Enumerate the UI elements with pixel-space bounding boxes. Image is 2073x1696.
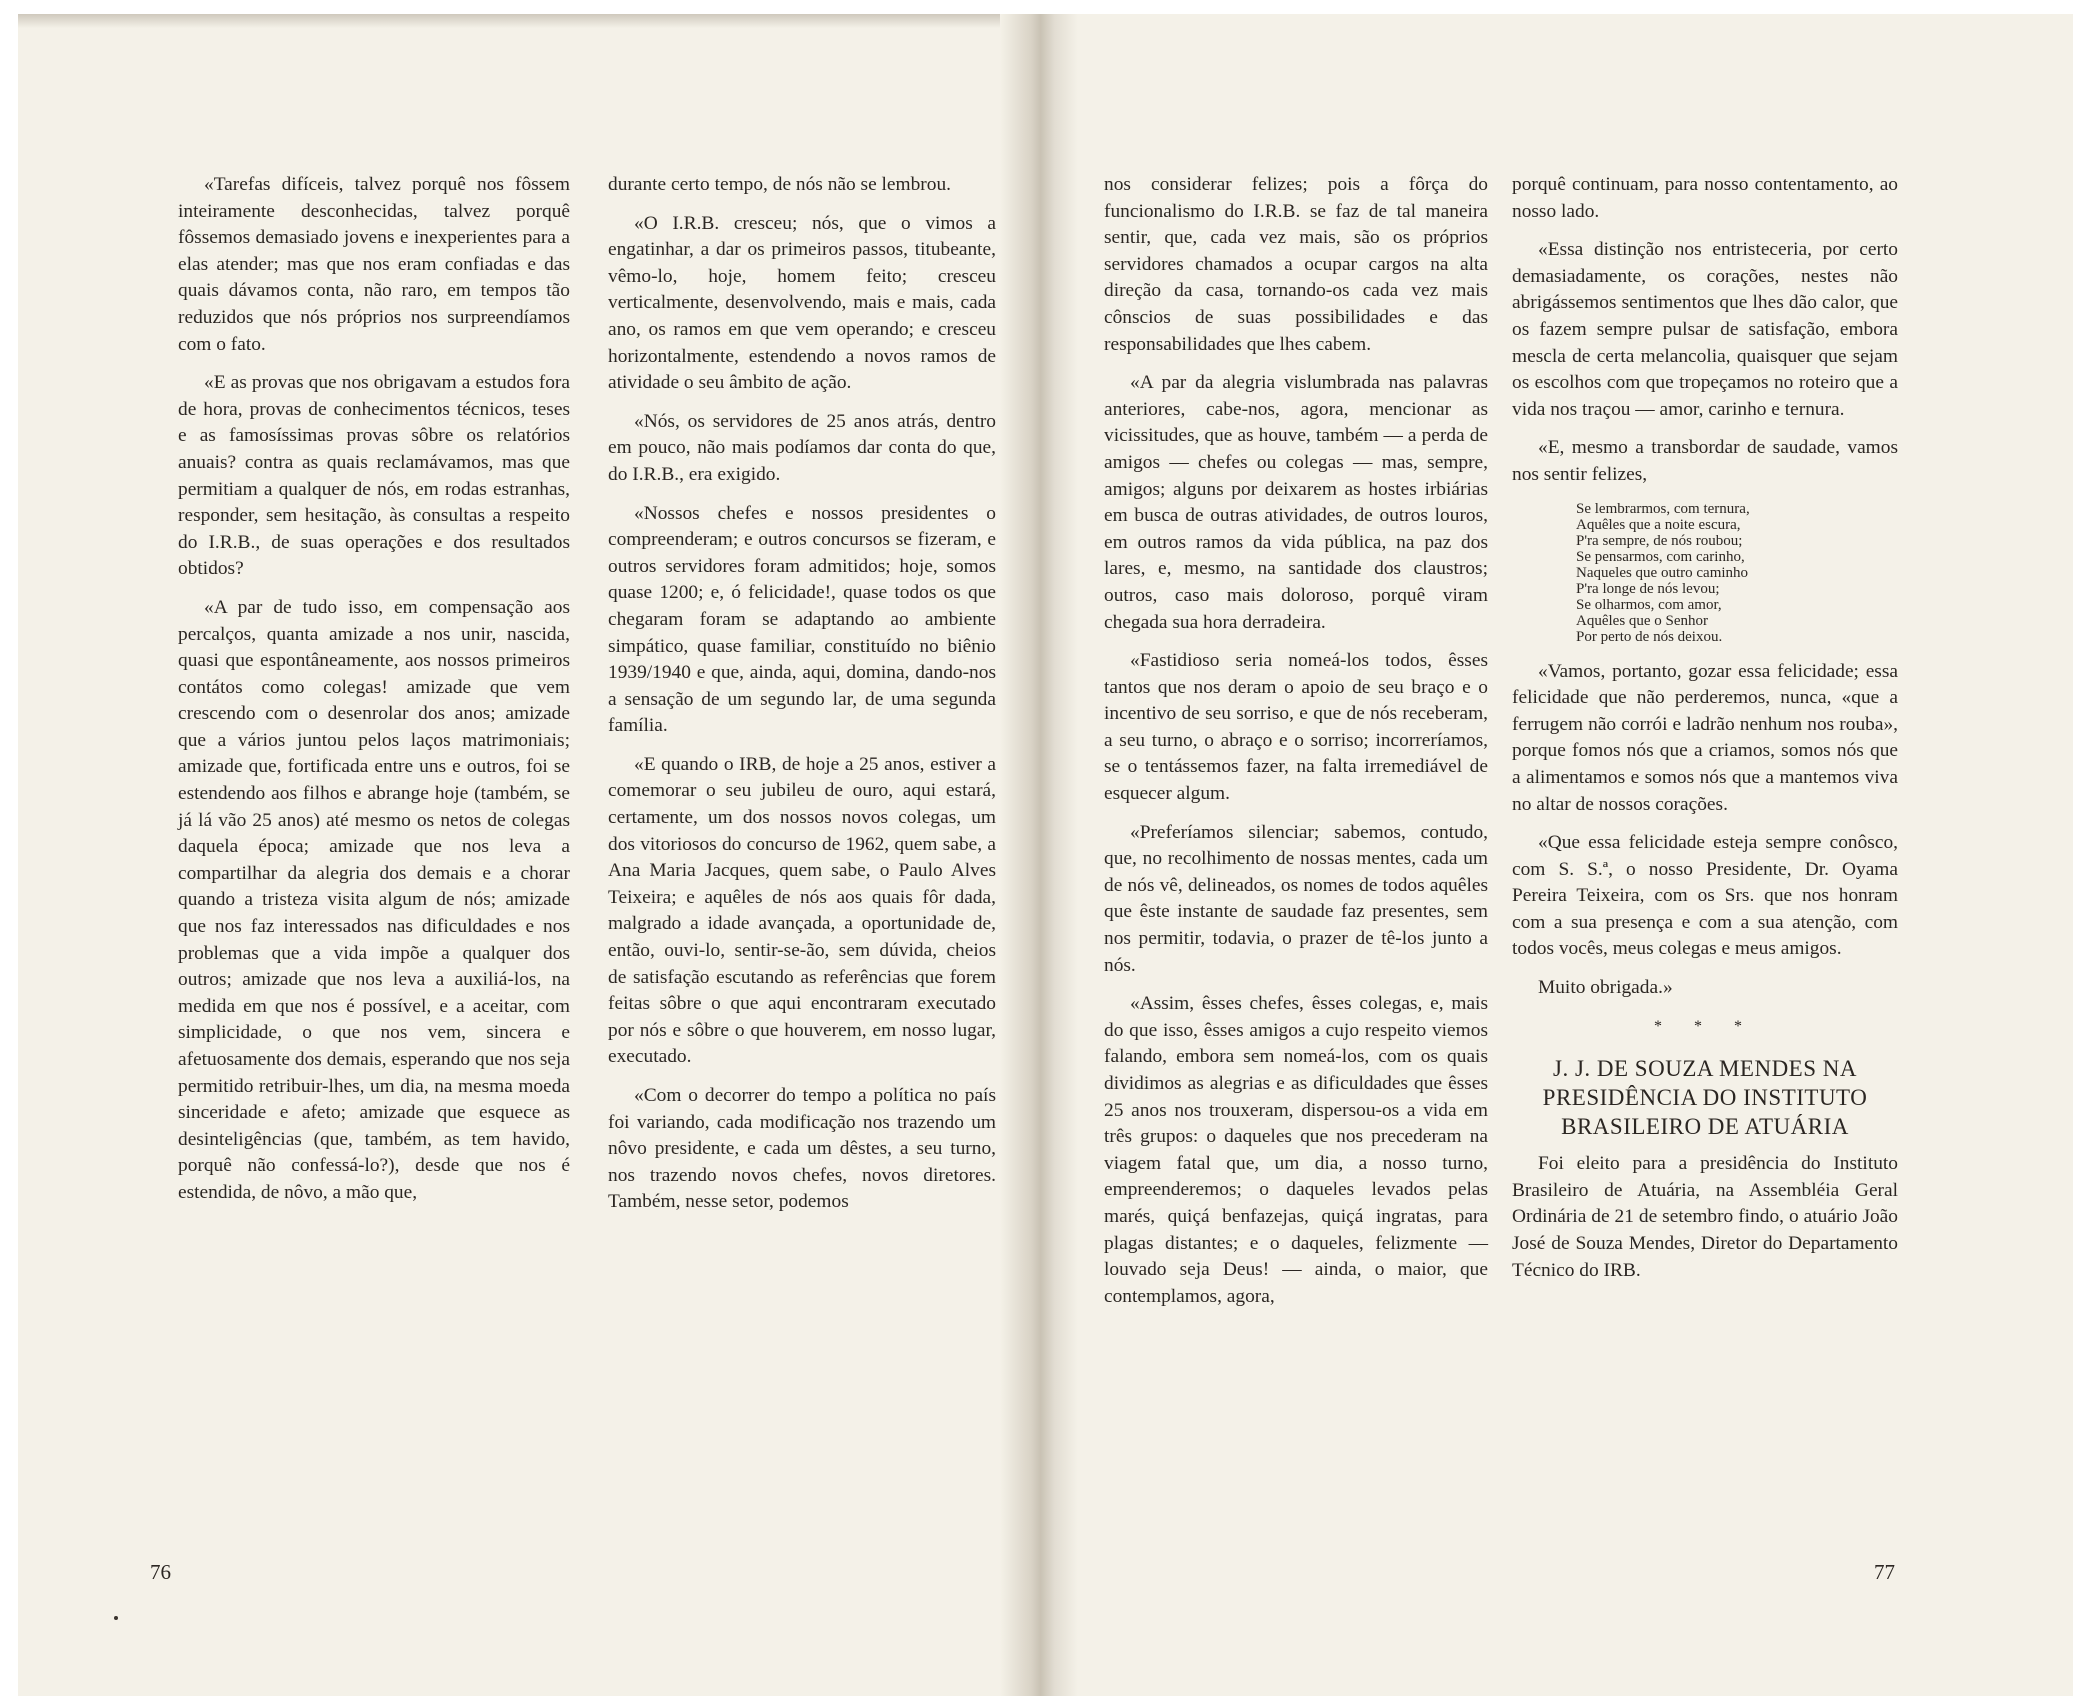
ink-speck: [114, 1616, 118, 1620]
section-heading: [1512, 1054, 1898, 1141]
poem-line: P'ra longe de nós levou;: [1576, 580, 1720, 597]
paragraph: «A par da alegria vislumbrada nas palavras anteriores, cabe-nos, agora, mencionar as vicissitudes, que as houve, também — a perda de amigos — chefes ou colegas — mas, sempre, amigos; alguns por deixarem as hostes irbiárias em busca de outras atividades, de outros louros, em outros ramos da vida pública, na paz dos lares, e, mesmo, na santidade dos claustros; outros, caso mais doloroso, porquê viram chegada sua hora derradeira.: [1104, 372, 1488, 633]
right-column-2: [1512, 172, 1898, 1296]
poem-line: Se pensarmos, com carinho,: [1576, 548, 1745, 565]
paragraph: «Nossos chefes e nossos presidentes o compreenderam; e outros concursos se fizeram, e outros servidores foram admitidos; hoje, somos quase 1200; e, ó felicidade!, quase todos os que chegaram foram se adaptando ao ambiente simpático, quase familiar, constituído no biênio 1939/1940 e que, ainda, aqui, domina, dando-nos a sensação de um segundo lar, de uma segunda família.: [608, 502, 996, 737]
paragraph: «Vamos, portanto, gozar essa felicidade; essa felicidade que não perderemos, nunca, «que a ferrugem não corrói e ladrão nenhum nos rouba», porque fomos nós que a criamos, somos nós que a alimentamos e somos nós que a mantemos viva no altar de nossos corações.: [1512, 660, 1898, 815]
poem-line: Por perto de nós deixou.: [1576, 628, 1723, 645]
paragraph: «Preferíamos silenciar; sabemos, contudo, que, no recolhimento de nossas mentes, cada um de nós vê, delineados, os nomes de todos aquêles que êste instante de saudade faz presentes, sem nos permitir, todavia, o prazer de tê-los junto a nós.: [1104, 821, 1488, 976]
poem-line: Naqueles que outro caminho: [1576, 564, 1749, 581]
paragraph: «E, mesmo a transbordar de saudade, vamos nos sentir felizes,: [1512, 437, 1898, 485]
book-gutter: [1000, 14, 1078, 1696]
poem: [1576, 501, 1898, 645]
heading-line: PRESIDÊNCIA DO INSTITUTO: [1542, 1085, 1868, 1111]
left-column-1: [178, 172, 570, 1219]
heading-line: J. J. DE SOUZA MENDES NA: [1553, 1056, 1857, 1082]
paragraph: «Que essa felicidade esteja sempre conôsco, com S. S.ª, o nosso Presidente, Dr. Oyama Pereira Teixeira, com os Srs. que nos honram com a sua presença e com a sua atenção, com todos vocês, meus colegas e meus amigos.: [1512, 832, 1898, 960]
poem-line: Aquêles que a noite escura,: [1576, 516, 1741, 533]
paragraph: nos considerar felizes; pois a fôrça do funcionalismo do I.R.B. se faz de tal maneira sentir, que, cada vez mais, são os próprios servidores chamados a ocupar cargos na alta direção da casa, tornando-os cada vez mais cônscios de suas possibilidades e das responsabilidades que lhes cabem.: [1104, 174, 1488, 355]
heading-line: BRASILEIRO DE ATUÁRIA: [1561, 1114, 1849, 1140]
paragraph: «E as provas que nos obrigavam a estudos fora de hora, provas de conhecimentos técnicos, teses e as famosíssimas provas sôbre os relatórios anuais? contra as quais reclamávamos, mas que permitiam a qualquer de nós, em rodas estranhas, responder, sem hesitação, às consultas a respeito do I.R.B., de suas operações e dos resultados obtidos?: [178, 372, 570, 580]
paragraph: «Tarefas difíceis, talvez porquê nos fôssem inteiramente desconhecidas, talvez porquê fôssemos demasiado jovens e inexperientes para a elas atender; mas que nos eram confiadas e das quais dávamos conta, não raro, em tempos tão reduzidos que nós próprios nos surpreendíamos com o fato.: [178, 174, 570, 355]
right-column-1: [1104, 172, 1488, 1322]
poem-line: P'ra sempre, de nós roubou;: [1576, 532, 1743, 549]
paragraph: Muito obrigada.»: [1538, 977, 1673, 999]
paragraph: «Nós, os servidores de 25 anos atrás, dentro em pouco, não mais podíamos dar conta do que, do I.R.B., era exigido.: [608, 410, 996, 485]
section-separator: * * *: [1654, 1017, 1756, 1035]
poem-line: Se lembrarmos, com ternura,: [1576, 500, 1750, 517]
paragraph: porquê continuam, para nosso contentamento, ao nosso lado.: [1512, 174, 1898, 222]
paragraph: durante certo tempo, de nós não se lembrou.: [608, 174, 952, 195]
page-edge-shadow: [18, 14, 1056, 28]
paragraph: «Fastidioso seria nomeá-los todos, êsses tantos que nos deram o apoio de seu braço e o incentivo de seu sorriso, e que de nós receberam, a seu turno, o abraço e o sorriso; incorreríamos, se o tentássemos fazer, na falta irremediável de esquecer algum.: [1104, 650, 1488, 805]
paragraph: «Com o decorrer do tempo a política no país foi variando, cada modificação nos trazendo um nôvo presidente, e cada um dêstes, a seu turno, nos trazendo novos chefes, novos diretores. Também, nesse setor, podemos: [608, 1085, 996, 1213]
news-paragraph: Foi eleito para a presidência do Instituto Brasileiro de Atuária, na Assembléia Geral Ordinária de 21 de setembro findo, o atuário João José de Souza Mendes, Diretor do Departamento Técnico do IRB.: [1512, 1153, 1898, 1281]
paragraph: «O I.R.B. cresceu; nós, que o vimos a engatinhar, a dar os primeiros passos, titubeante, vêmo-lo, hoje, homem feito; cresceu verticalmente, desenvolvendo, mais e mais, cada ano, os ramos em que vem operando; e cresceu horizontalmente, estendendo a novos ramos de atividade o seu âmbito de ação.: [608, 212, 996, 394]
paragraph: «Essa distinção nos entristeceria, por certo demasiadamente, os corações, nestes não abrigássemos sentimentos que lhes dão calor, que os fazem sempre pulsar de satisfação, embora mescla de certa melancolia, quaisquer que sejam os escolhos com que tropeçamos no roteiro que a vida nos traçou — amor, carinho e ternura.: [1512, 239, 1898, 420]
paragraph: «Assim, êsses chefes, êsses colegas, e, mais do que isso, êsses amigos a cujo respeito viemos falando, embora sem nomeá-los, com os quais dividimos as alegrias e as dificuldades que êsses 25 anos nos trouxeram, dispersou-os a vida em três grupos: o daqueles que nos precederam na viagem fatal que, um dia, a nosso turno, empreenderemos; o daqueles levados pelas marés, quiçá benfazejas, quiçá ingratas, para plagas distantes; e o daqueles, felizmente — louvado seja Deus! — ainda, o maior, que contemplamos, agora,: [1104, 993, 1488, 1307]
paragraph: «E quando o IRB, de hoje a 25 anos, estiver a comemorar o seu jubileu de ouro, aqui estará, certamente, um dos nossos novos colegas, um dos vitoriosos do concurso de 1962, quem sabe, a Ana Maria Jacques, quem sabe, o Paulo Alves Teixeira; e aquêles de nós aos quais fôr dada, malgrado a idade avançada, a oportunidade de, então, ouvi-lo, sentir-se-ão, sem dúvida, cheios de satisfação escutando as referências que forem feitas sôbre o que aqui encontraram executado por nós e sôbre o que houverem, em nosso lugar, executado.: [608, 753, 996, 1068]
poem-line: Aquêles que o Senhor: [1576, 612, 1709, 629]
page-number-left: 76: [150, 1560, 171, 1584]
paragraph: «A par de tudo isso, em compensação aos percalços, quanta amizade a nos unir, nascida, quasi que espontâneamente, aos nossos primeiros contátos como colegas! amizade que vem crescendo com o desenrolar dos anos; amizade que a vários juntou pelos laços matrimoniais; amizade que, fortificada entre uns e outros, foi se estendendo aos filhos e abrange hoje (também, se já lá vão 25 anos) até mesmo os netos de colegas daquela época; amizade que nos leva a compartilhar da alegria dos demais e a chorar quando a tristeza visita algum de nós; amizade que nos faz interessados nas dificuldades e nos problemas que a vida impõe a qualquer dos outros; amizade que nos leva a auxiliá-los, na medida em que nos é possível, e a aceitar, com simplicidade, o que nos vem, sincera e afetuosamente dos demais, esperando que nos seja permitido retribuir-lhes, um dia, na mesma moeda sinceridade e afeto; amizade que esquece as desinteligências (que, também, as tem havido, porquê não confessá-lo?), desde que nos é estendida, de nôvo, a mão que,: [178, 596, 570, 1203]
poem-line: Se olharmos, com amor,: [1576, 596, 1722, 613]
page-number-right: 77: [1874, 1560, 1895, 1584]
left-column-2: [608, 172, 996, 1228]
